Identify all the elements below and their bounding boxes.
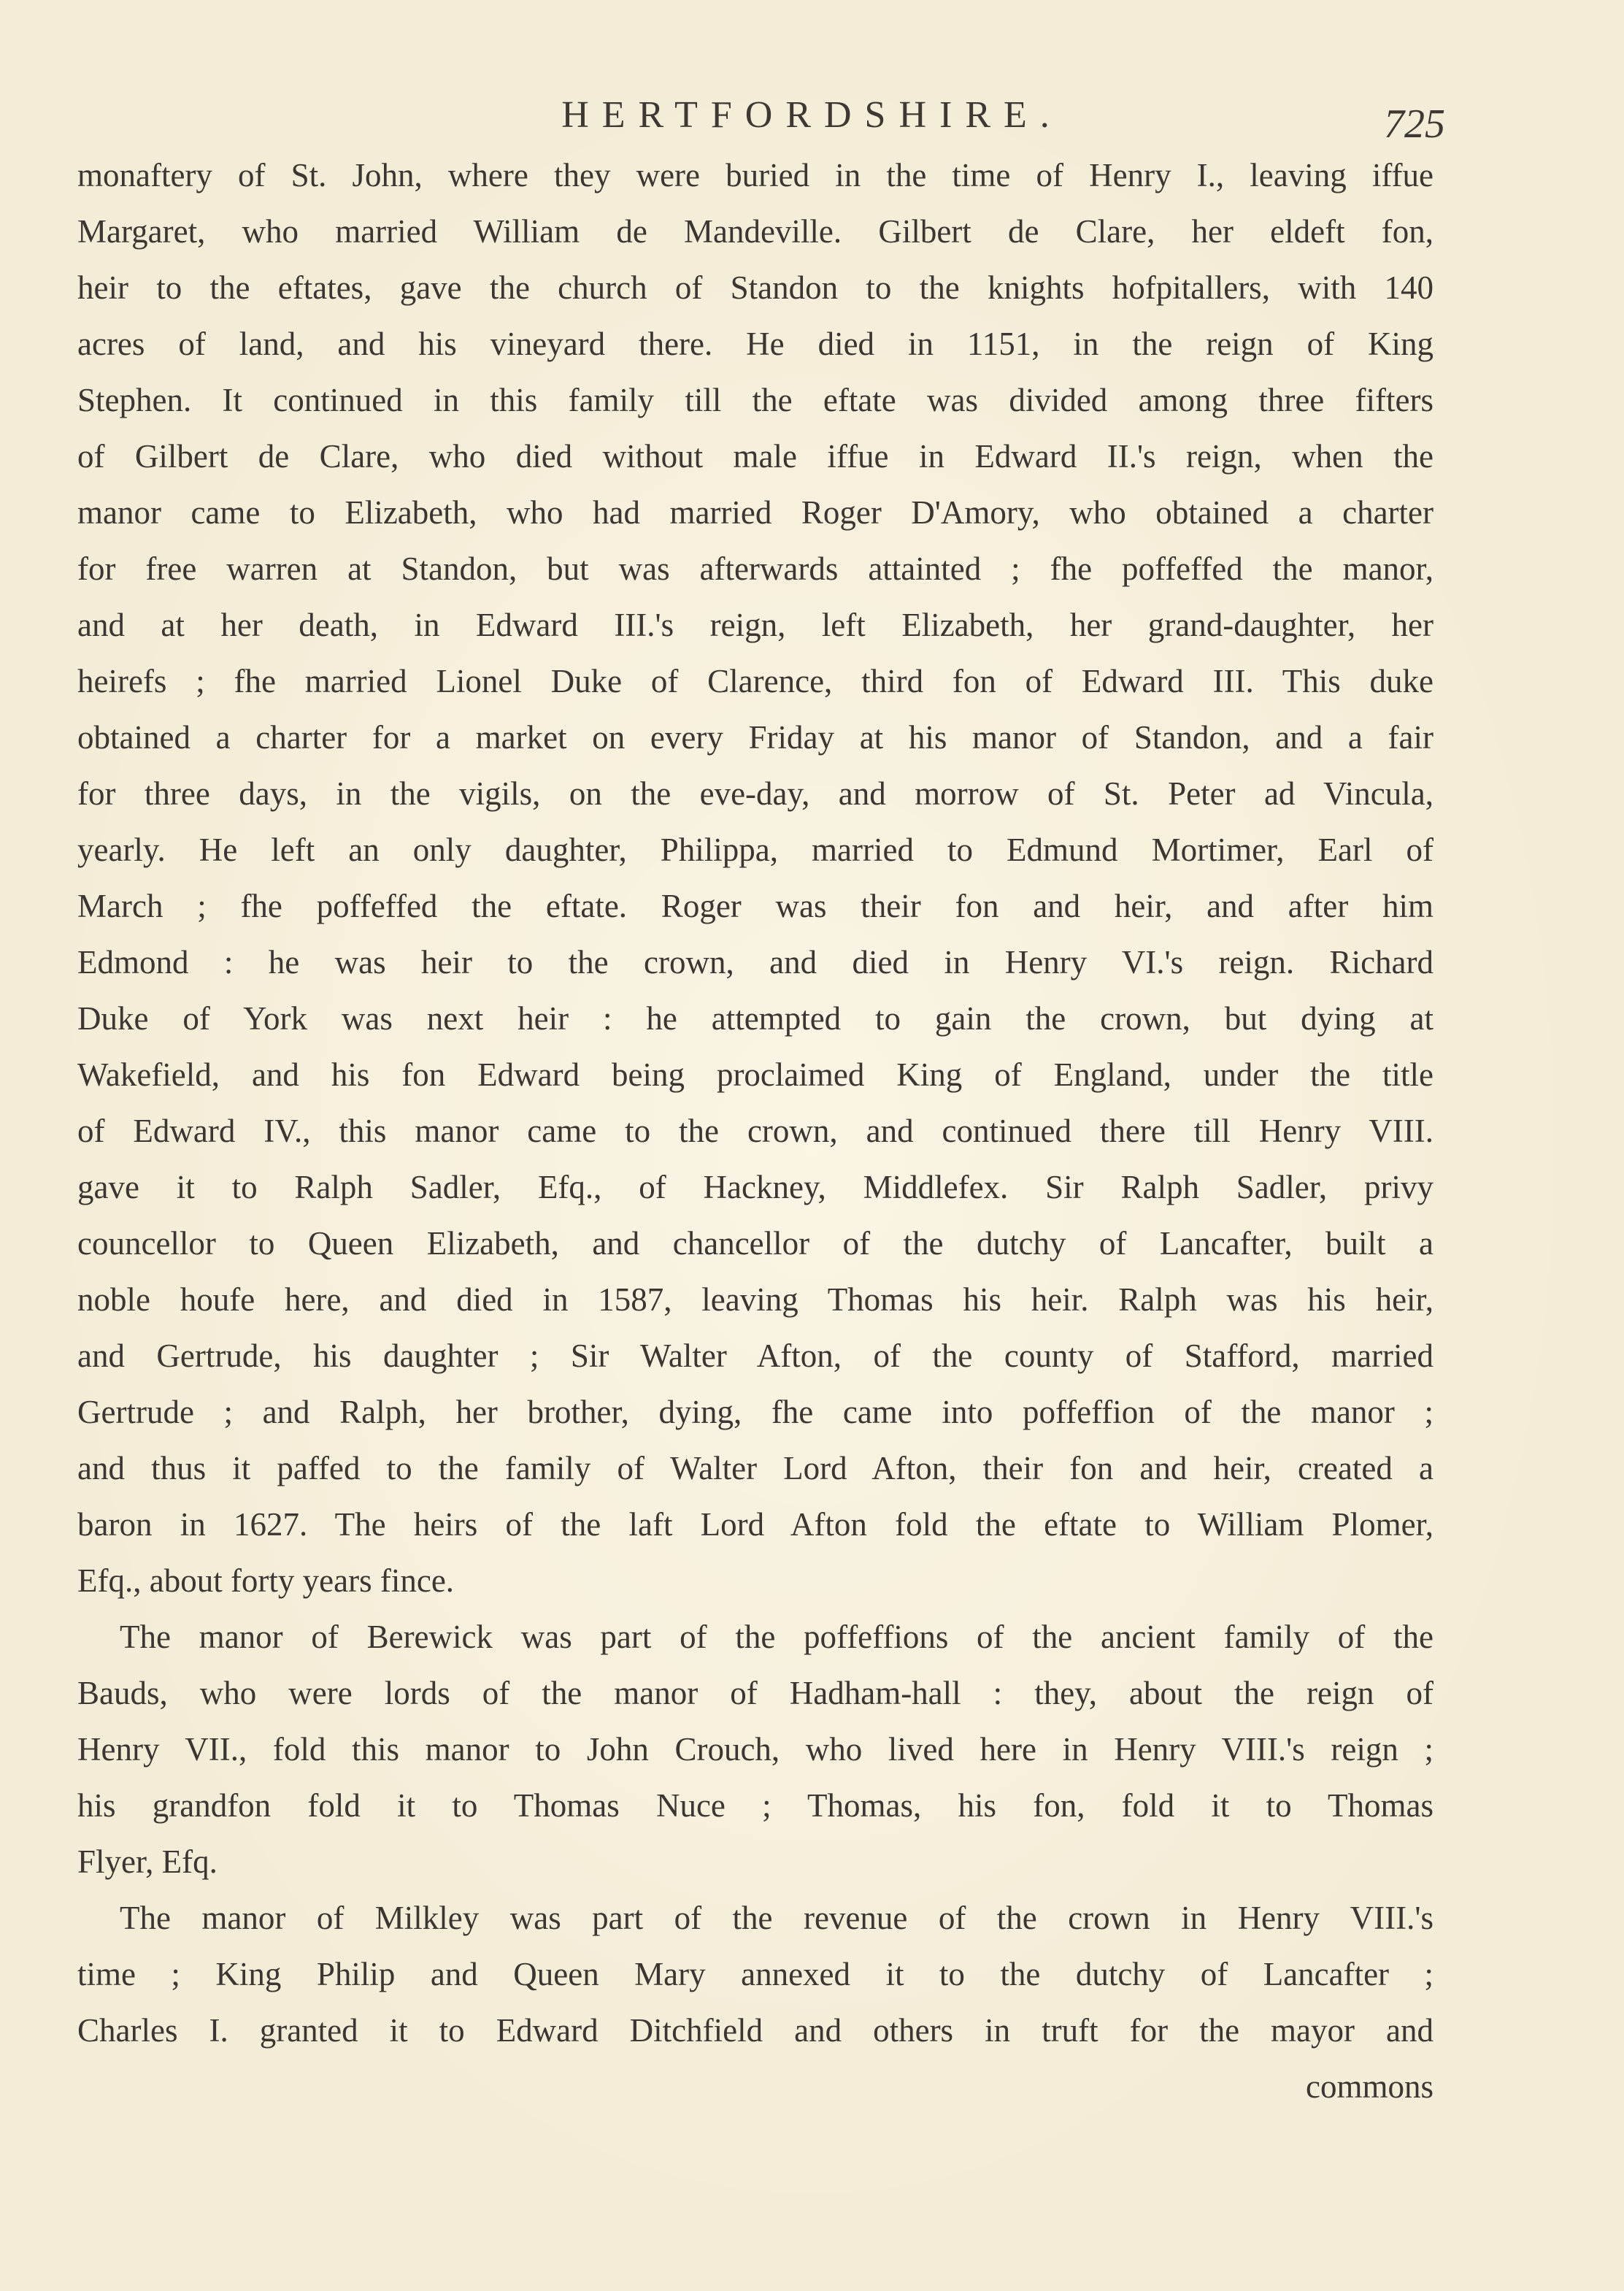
text-line: and thus it paffed to the family of Walter Lord Afton, their fon and heir, created a [77,1450,1433,1486]
text-line: gave it to Ralph Sadler, Efq., of Hackney, Middlefex. Sir Ralph Sadler, privy [77,1169,1433,1205]
text-line: for free warren at Standon, but was afterwards attainted ; fhe poffeffed the manor, [77,550,1433,587]
text-line: noble houfe here, and died in 1587, leaving Thomas his heir. Ralph was his heir, [77,1281,1433,1318]
text-line: Flyer, Efq. [77,1843,218,1880]
page-number: 725 [1384,101,1445,147]
text-line: Henry VII., fold this manor to John Crouch, who lived here in Henry VIII.'s reign ; [77,1731,1433,1768]
catchword: commons [1306,2068,1433,2105]
text-line: manor came to Elizabeth, who had married Roger D'Amory, who obtained a charter [77,494,1433,531]
paragraph-start-line: The manor of Milkley was part of the revenue of the crown in Henry VIII.'s [120,1900,1433,1936]
text-line: heir to the eftates, gave the church of Standon to the knights hofpitallers, with 140 [77,269,1433,306]
text-line: heirefs ; fhe married Lionel Duke of Clarence, third fon of Edward III. This duke [77,663,1433,699]
text-line: Wakefield, and his fon Edward being proclaimed King of England, under the title [77,1056,1433,1093]
text-line: Efq., about forty years fince. [77,1562,455,1599]
text-line: Gertrude ; and Ralph, her brother, dying, fhe came into poffeffion of the manor ; [77,1394,1433,1430]
text-line: and Gertrude, his daughter ; Sir Walter Afton, of the county of Stafford, married [77,1338,1433,1374]
text-line: Stephen. It continued in this family till the eftate was divided among three fifters [77,382,1433,418]
text-line: councellor to Queen Elizabeth, and chancellor of the dutchy of Lancafter, built a [77,1225,1433,1262]
text-line: his grandfon fold it to Thomas Nuce ; Thomas, his fon, fold it to Thomas [77,1787,1433,1824]
text-line: yearly. He left an only daughter, Philippa, married to Edmund Mortimer, Earl of [77,832,1433,868]
text-line: baron in 1627. The heirs of the laft Lord Afton fold the eftate to William Plomer, [77,1506,1433,1543]
text-line: time ; King Philip and Queen Mary annexed it to the dutchy of Lancafter ; [77,1956,1433,1992]
text-line: of Edward IV., this manor came to the crown, and continued there till Henry VIII. [77,1113,1433,1149]
text-line: Duke of York was next heir : he attempted to gain the crown, but dying at [77,1000,1433,1037]
text-line: acres of land, and his vineyard there. He died in 1151, in the reign of King [77,326,1433,362]
text-line: March ; fhe poffeffed the eftate. Roger was their fon and heir, and after him [77,888,1433,924]
text-line: and at her death, in Edward III.'s reign, left Elizabeth, her grand-daughter, her [77,607,1433,643]
text-line: Margaret, who married William de Mandeville. Gilbert de Clare, her eldeft fon, [77,213,1433,250]
text-line: Edmond : he was heir to the crown, and died in Henry VI.'s reign. Richard [77,944,1433,981]
body-text [77,147,1433,2115]
text-line: obtained a charter for a market on every Friday at his manor of Standon, and a fair [77,719,1433,756]
text-line: Charles I. granted it to Edward Ditchfield and others in truft for the mayor and [77,2012,1433,2049]
running-header: HERTFORDSHIRE. [561,94,1063,136]
text-line: for three days, in the vigils, on the eve-day, and morrow of St. Peter ad Vincula, [77,775,1433,812]
text-line: of Gilbert de Clare, who died without male iffue in Edward II.'s reign, when the [77,438,1433,475]
text-line: Bauds, who were lords of the manor of Hadham-hall : they, about the reign of [77,1675,1433,1711]
paragraph-start-line: The manor of Berewick was part of the poffeffions of the ancient family of the [120,1619,1433,1655]
text-line: monaftery of St. John, where they were buried in the time of Henry I., leaving iffue [77,157,1433,193]
